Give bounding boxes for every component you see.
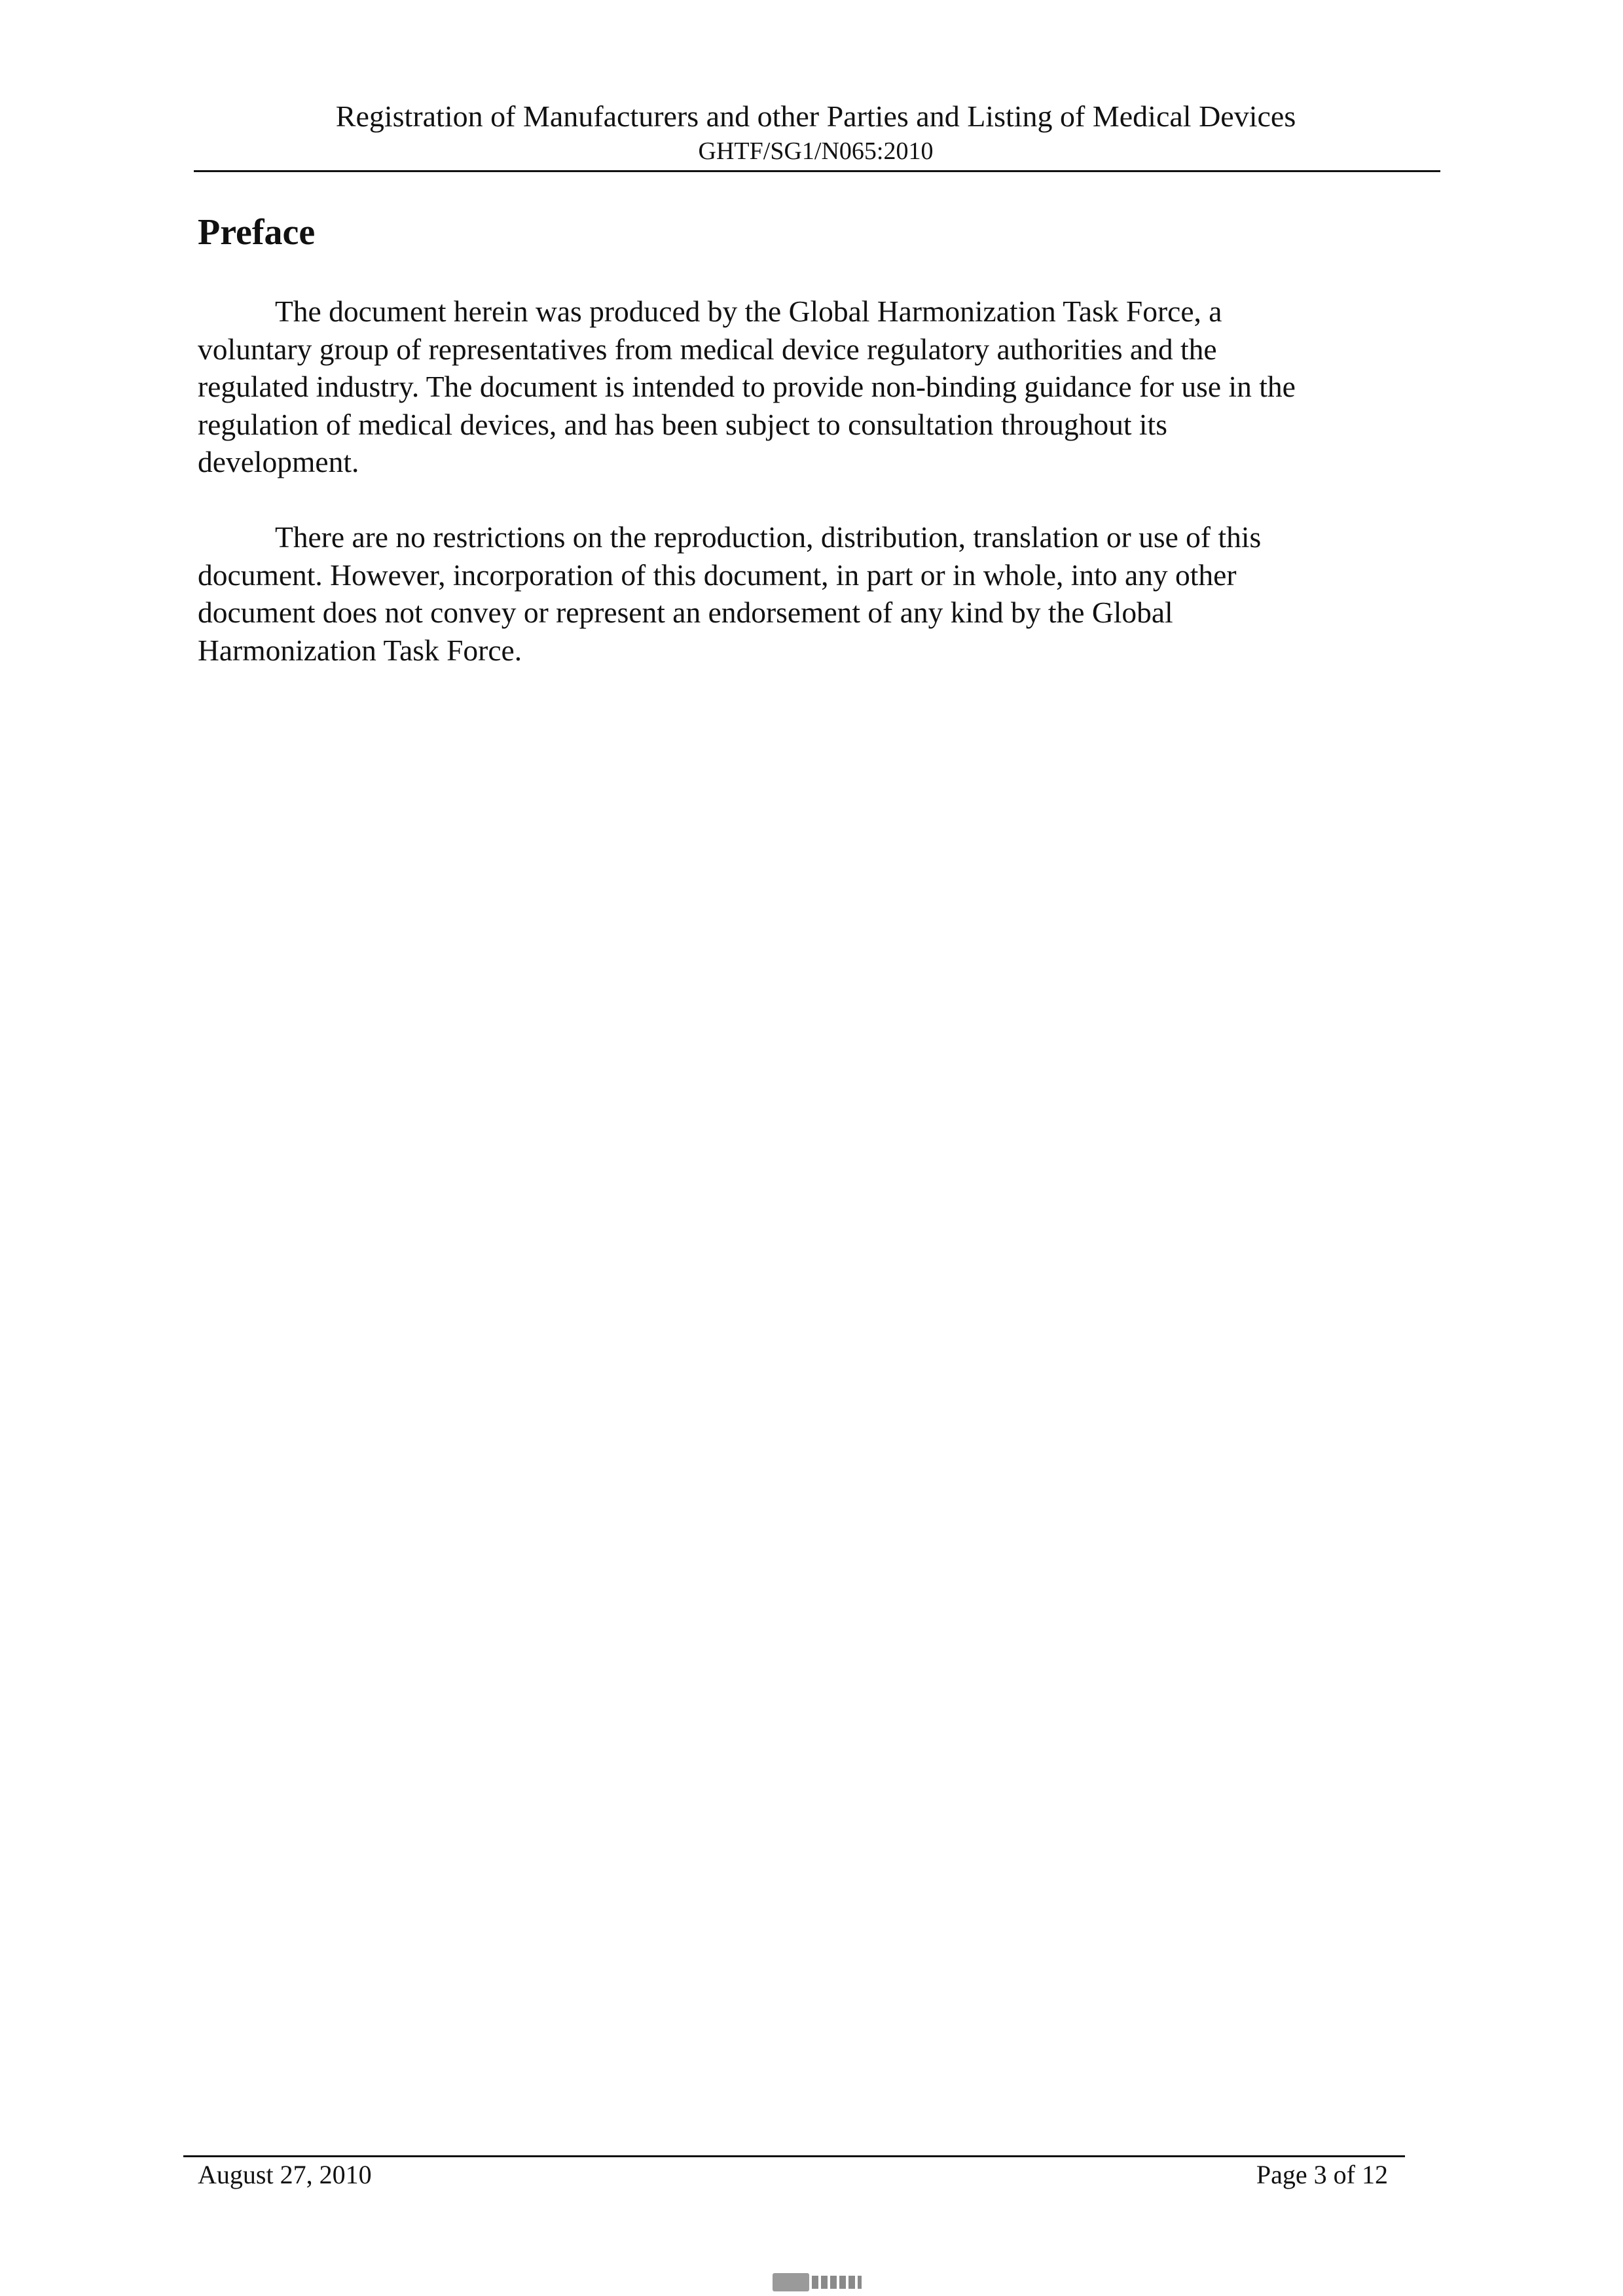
paragraph-line: The document herein was produced by the Global Harmonization Task Force, a — [275, 295, 1222, 328]
section-heading: Preface — [198, 212, 316, 253]
paragraph-line: document does not convey or represent an endorsement of any kind by the Global — [198, 596, 1173, 629]
paragraph-line: There are no restrictions on the reproduction, distribution, translation or use of this — [275, 520, 1262, 554]
page-number: Page 3 of 12 — [1256, 2160, 1388, 2189]
header-divider — [194, 170, 1440, 172]
paragraph-line: regulation of medical devices, and has been subject to consultation throughout its — [198, 407, 1167, 441]
paragraph-1 — [198, 293, 1429, 481]
paragraph-line: regulated industry. The document is intended to provide non-binding guidance for use in the — [198, 370, 1296, 403]
watermark-logo — [773, 2273, 862, 2291]
running-header-title: Registration of Manufacturers and other Parties and Listing of Medical Devices — [335, 99, 1296, 133]
document-code: GHTF/SG1/N065:2010 — [698, 137, 934, 165]
watermark-logo-text — [812, 2276, 862, 2289]
paragraph-line: development. — [198, 445, 359, 478]
footer-date: August 27, 2010 — [198, 2160, 372, 2189]
paragraph-line: document. However, incorporation of this document, in part or in whole, into any other — [198, 558, 1237, 592]
footer-divider — [183, 2155, 1405, 2157]
watermark-logo-icon — [773, 2273, 809, 2291]
paragraph-2 — [198, 518, 1429, 669]
paragraph-line: Harmonization Task Force. — [198, 633, 522, 667]
paragraph-line: voluntary group of representatives from medical device regulatory authorities and the — [198, 332, 1217, 366]
